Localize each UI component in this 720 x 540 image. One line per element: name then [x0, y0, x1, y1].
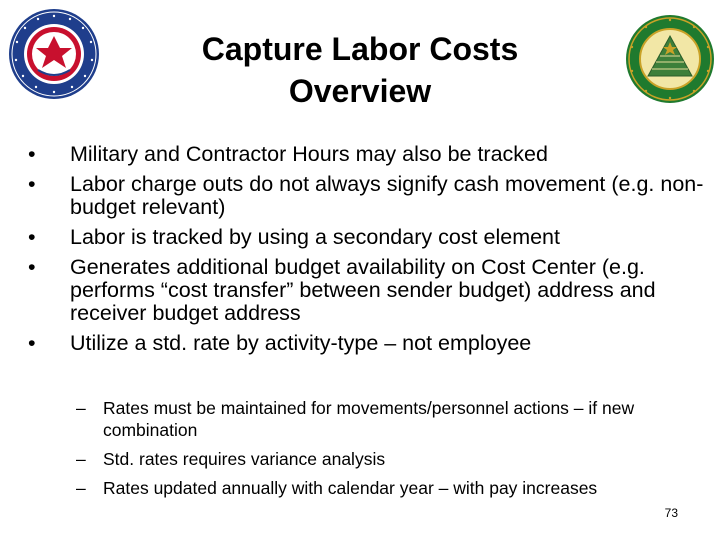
sub-bullet-marker: – — [76, 449, 86, 469]
sub-bullet-marker: – — [76, 478, 86, 498]
sub-bullet-text: Std. rates requires variance analysis — [103, 449, 386, 469]
sub-bullet-item — [76, 397, 686, 441]
bullet-text: Labor is tracked by using a secondary cost element — [70, 225, 560, 249]
us-army-financial-management-seal-icon — [624, 14, 716, 104]
bullet-text: Utilize a std. rate by activity-type – not employee — [70, 331, 532, 355]
assistant-secretary-army-seal-icon — [8, 8, 100, 100]
sub-bullet-text: Rates must be maintained for movements/personnel actions – if new combination — [103, 398, 635, 440]
bullet-item — [28, 256, 708, 325]
bullet-text: Military and Contractor Hours may also be tracked — [70, 142, 548, 166]
sub-bullet-marker: – — [76, 398, 86, 418]
bullet-item — [28, 226, 708, 249]
bullet-item — [28, 143, 708, 166]
bullet-marker: • — [28, 331, 36, 355]
slide-title: Capture Labor Costs Overview — [201, 31, 519, 109]
bullet-text: Generates additional budget availability on Cost Center (e.g. performs “cost transfer” between sender budget) address and receiver budget address — [70, 255, 656, 325]
sub-bullet-list — [76, 397, 686, 506]
page-number: 73 — [664, 506, 678, 520]
bullet-item — [28, 332, 708, 355]
sub-bullet-item — [76, 477, 686, 499]
sub-bullet-text: Rates updated annually with calendar year – with pay increases — [103, 478, 598, 498]
bullet-marker: • — [28, 172, 36, 196]
bullet-list — [28, 143, 708, 362]
bullet-text: Labor charge outs do not always signify cash movement (e.g. non-budget relevant) — [70, 172, 704, 219]
bullet-item — [28, 173, 708, 219]
bullet-marker: • — [28, 142, 36, 166]
sub-bullet-item — [76, 448, 686, 470]
bullet-marker: • — [28, 225, 36, 249]
bullet-marker: • — [28, 255, 36, 279]
